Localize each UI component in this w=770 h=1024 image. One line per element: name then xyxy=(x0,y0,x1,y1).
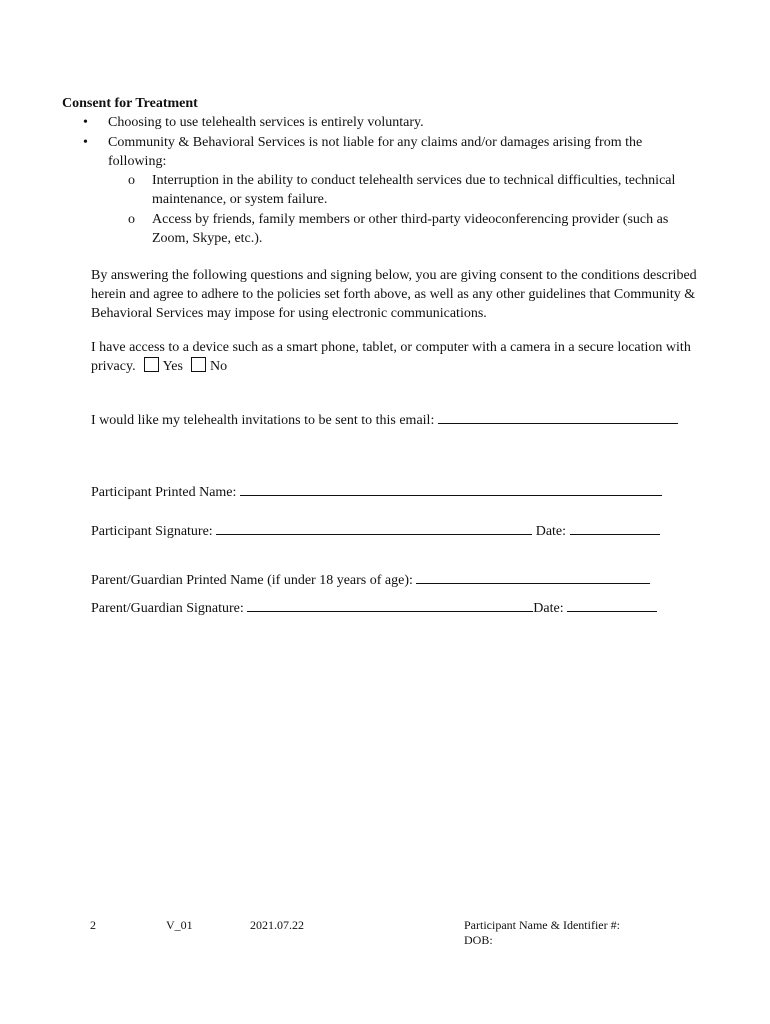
guardian-signature-field[interactable] xyxy=(247,598,533,612)
no-label: No xyxy=(209,359,228,374)
bullet-text: Choosing to use telehealth services is entirely voluntary. xyxy=(108,115,424,130)
footer-participant-block xyxy=(464,918,620,948)
bullet-marker: • xyxy=(83,135,88,150)
email-label: I would like my telehealth invitations to be sent to this email: xyxy=(91,413,435,428)
email-field[interactable] xyxy=(438,410,678,424)
guardian-signature-row xyxy=(91,598,657,618)
footer-participant-id-label: Participant Name & Identifier #: xyxy=(464,918,620,932)
guardian-date-field[interactable] xyxy=(567,598,657,612)
bullet-item xyxy=(83,113,703,132)
participant-signature-field[interactable] xyxy=(216,521,532,535)
sub-bullet-item xyxy=(128,171,697,209)
email-row xyxy=(91,410,678,430)
yes-label: Yes xyxy=(162,359,183,374)
device-question-text: I have access to a device such as a smart phone, tablet, or computer with a camera in a secure location with privacy. xyxy=(91,340,691,374)
footer-dob-label: DOB: xyxy=(464,933,493,947)
guardian-name-field[interactable] xyxy=(416,570,650,584)
participant-signature-row xyxy=(91,521,660,541)
participant-date-label: Date: xyxy=(535,524,567,539)
sub-bullet-marker: o xyxy=(128,212,135,227)
guardian-signature-label: Parent/Guardian Signature: xyxy=(91,601,244,616)
device-question xyxy=(91,338,711,376)
participant-signature-label: Participant Signature: xyxy=(91,524,213,539)
bullet-marker: • xyxy=(83,115,88,130)
footer-date: 2021.07.22 xyxy=(250,918,304,932)
sub-bullet-list xyxy=(83,171,678,248)
yes-checkbox[interactable] xyxy=(144,357,159,372)
guardian-name-row xyxy=(91,570,650,590)
sub-bullet-text: Access by friends, family members or other third-party videoconferencing provider (such as Zoom, Skype, etc.). xyxy=(152,212,669,246)
guardian-date-label: Date: xyxy=(533,601,564,616)
footer-version: V_01 xyxy=(166,918,193,932)
bullet-item xyxy=(83,133,703,248)
participant-name-field[interactable] xyxy=(240,482,662,496)
section-heading: Consent for Treatment xyxy=(62,96,198,111)
participant-name-row xyxy=(91,482,662,502)
consent-bullet-list xyxy=(83,113,703,249)
bullet-text: Community & Behavioral Services is not liable for any claims and/or damages arising from the following: xyxy=(108,135,643,169)
sub-bullet-text: Interruption in the ability to conduct telehealth services due to technical difficulties, technical maintenance, or system failure. xyxy=(152,173,676,207)
no-checkbox[interactable] xyxy=(191,357,206,372)
guardian-name-label: Parent/Guardian Printed Name (if under 18 years of age): xyxy=(91,573,413,588)
footer-page-number: 2 xyxy=(90,918,96,932)
consent-paragraph: By answering the following questions and signing below, you are giving consent to the conditions described herein and agree to adhere to the policies set forth above, as well as any other guidelines that Community & Behavioral Services may impose for using electronic communications. xyxy=(91,268,697,321)
sub-bullet-marker: o xyxy=(128,173,135,188)
participant-name-label: Participant Printed Name: xyxy=(91,485,237,500)
sub-bullet-item xyxy=(128,210,697,248)
participant-date-field[interactable] xyxy=(570,521,660,535)
